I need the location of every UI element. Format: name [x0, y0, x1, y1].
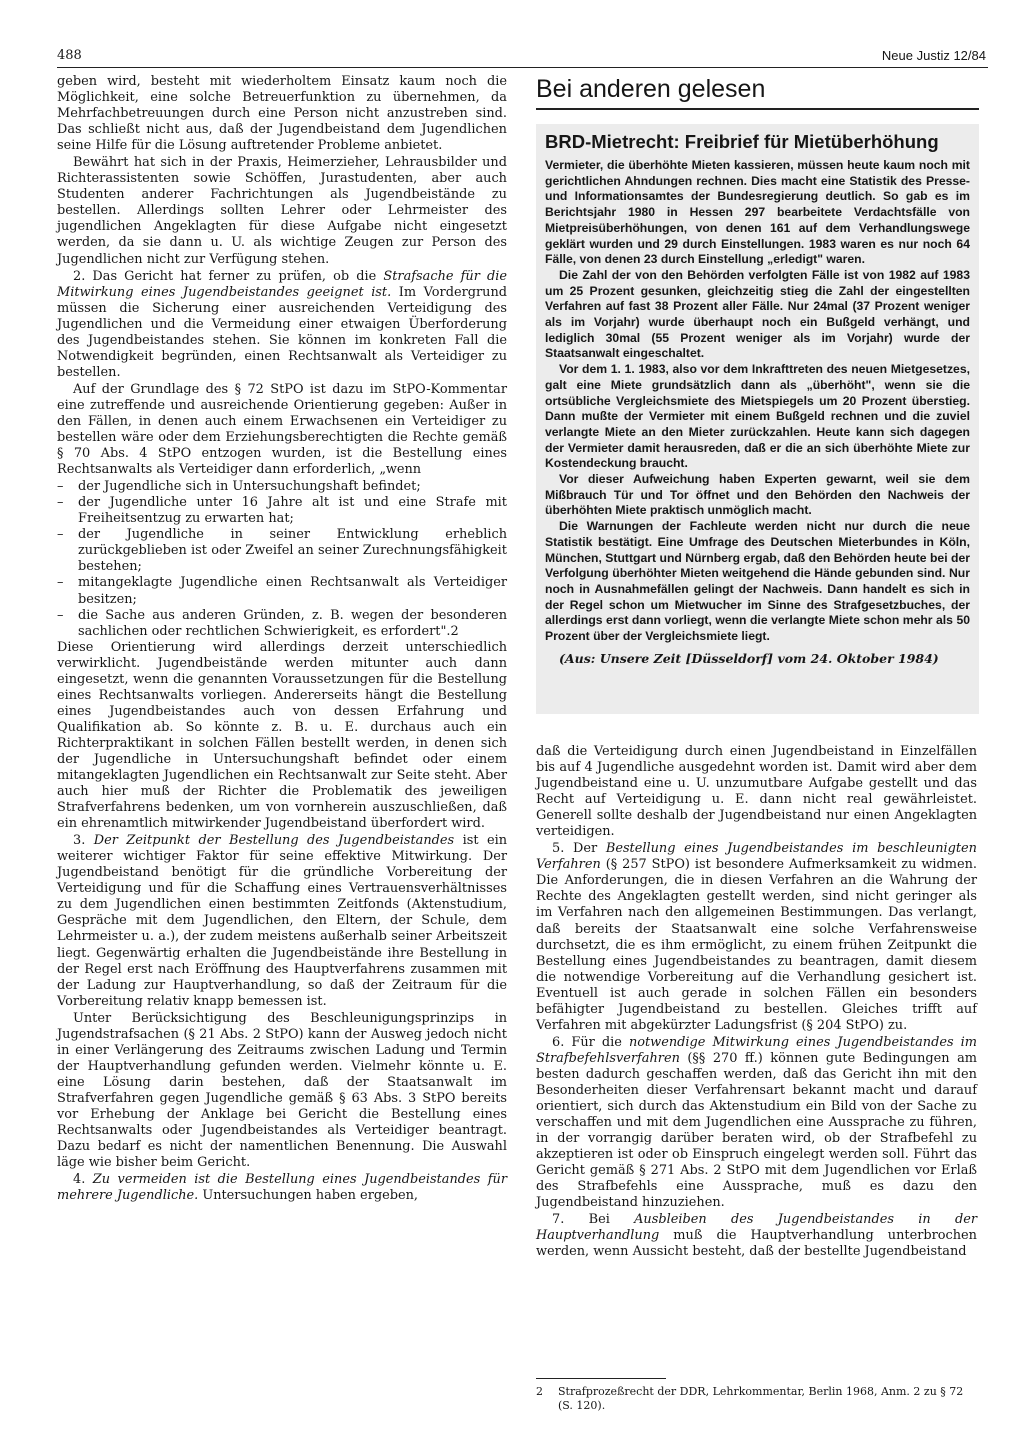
- item-number: 7. Bei: [552, 1212, 635, 1228]
- paragraph: Die Warnungen der Fachleute werden nicht nur durch die neue Statistik bestätigt. Eine Umfrage des Deutschen Mieterbundes in Köln, München, Stuttgart und Nürnberg ergab, daß den Behörden heute bei der Verfolgung überhöhter Mieten weitgehend die Hände gebunden sind. Nur noch in Ausnahmefällen gelingt der Nachweis. Dann handelt es sich in der Regel schon um Mietwucher im Sinne des Strafgesetzbuches, der allerdings erst dann vorliegt, wenn die verlangte Miete schon mehr als 50 Prozent über der Vergleichsmiete liegt.: [545, 519, 970, 644]
- list-item-text: der Jugendliche sich in Untersuchungshaft befindet;: [78, 479, 421, 495]
- lead-phrase: Ausbleiben des Jugendbeistandes in der Hauptverhandlung: [536, 1212, 978, 1244]
- left-column: [57, 74, 507, 1364]
- list-item-text: der Jugendliche in seiner Entwicklung erheblich zurückgeblieben ist oder Zweifel an seiner Zurechnungsfähigkeit bestehen;: [78, 527, 507, 575]
- list-item: [57, 575, 507, 607]
- paragraph-text: muß die Hauptverhandlung unterbrochen werden, wenn Aussicht besteht, daß der bestellte Jugendbeistand: [536, 1228, 977, 1260]
- paragraph: Vor dem 1. 1. 1983, also vor dem Inkrafttreten des neuen Mietgesetzes, galt eine Miete grundsätzlich dann als „überhöht", wenn sie die ortsübliche Vergleichsmiete des Mietspiegels um 20 Prozent überstieg. Dann mußte der Vermieter mit einem Bußgeld rechnen und die zuviel verlangte Miete an den Mieter zurückzahlen. Heute kann sich dagegen der Vermieter damit herausreden, daß er die an sich überhöhte Miete zur Kostendeckung braucht.: [545, 362, 970, 471]
- dash-marker: –: [57, 607, 64, 623]
- footnote-rule: [536, 1378, 666, 1379]
- paragraph: [57, 833, 507, 1010]
- footnote-text: Strafprozeßrecht der DDR, Lehrkommentar, Berlin 1968, Anm. 2 zu § 72 (S. 120).: [558, 1385, 964, 1412]
- list-item: [57, 479, 507, 495]
- paragraph: [57, 269, 507, 381]
- dash-marker: –: [57, 495, 64, 511]
- list-item-text: mitangeklagte Jugendliche einen Rechtsanwalt als Verteidiger besitzen;: [78, 575, 507, 607]
- paragraph: [536, 1212, 977, 1260]
- paragraph: Auf der Grundlage des § 72 StPO ist dazu im StPO-Kommentar eine zutreffende und ausreichende Orientierung gegeben: Außer in den Fällen, in denen auch einem Erwachsenen ein Verteidiger zu bestellen wäre oder dem Erziehungsberechtigten die Rechte gemäß § 70 Abs. 4 StPO entzogen wurden, ist die Bestellung eines Rechtsanwalts als Verteidiger dann erforderlich, „wenn: [57, 381, 507, 478]
- paragraph: Bewährt hat sich in der Praxis, Heimerzieher, Lehrausbilder und Richterassistenten sowie Schöffen, Jurastudenten, aber auch Studenten anderer Fachrichtungen als Jugendbeistände zu bestellen. Allerdings sollten Lehrer oder Lehrmeister des jugendlichen Angeklagten für diese Aufgabe nicht eingesetzt werden, da sie dann u. U. als wichtige Zeugen zur Person des Jugendlichen nicht zur Verfügung stehen.: [57, 155, 507, 267]
- item-number: 4.: [73, 1172, 93, 1188]
- section-heading: Bei anderen gelesen: [536, 75, 766, 103]
- lead-phrase: Der Zeitpunkt der Bestellung des Jugendbeistandes: [93, 833, 455, 849]
- paragraph-text: Untersuchungen haben ergeben,: [198, 1188, 419, 1204]
- footnote-number: 2: [536, 1385, 543, 1398]
- journal-issue: Neue Justiz 12/84: [881, 48, 986, 63]
- lead-phrase: notwendige Mitwirkung eines Jugendbeistandes im Strafbefehlsverfahren: [536, 1034, 978, 1066]
- list-item: [57, 608, 507, 640]
- right-column: [536, 744, 977, 1364]
- list-item-text: die Sache aus anderen Gründen, z. B. wegen der besonderen sachlichen oder rechtlichen Schwierigkeit, es erfordert".2: [78, 607, 507, 639]
- paragraph-text: ist ein weiterer wichtiger Faktor für seine effektive Mitwirkung. Der Jugendbeistand benötigt für die gründliche Vorbereitung der Verteidigung und für die Schaffung eines Vertrauensverhältnisses zu dem Jugendlichen einen bestimmten Zeitfonds (Aktenstudium, Gespräche mit dem Jugendlichen, den Eltern, der Schule, dem Lehrmeister u. a.), der zudem meistens außerhalb seiner Arbeitszeit liegt. Gegenwärtig erhalten die Jugendbeistände ihre Bestellung in der Regel erst nach Eröffnung des Hauptverfahrens zusammen mit der Ladung zur Hauptverhandlung, so daß der Zeitraum für die Vorbereitung relativ knapp bemessen ist.: [57, 833, 508, 1009]
- paragraph-text: (§ 257 StPO) ist besondere Aufmerksamkeit zu widmen. Die Anforderungen, die in diesen Verfahren an die Wahrung der Rechte des Angeklagten gestellt werden, sind nicht geringer als im Verfahren nach den allgemeinen Bestimmungen. Das verlangt, daß bereits der Staatsanwalt eine solche Verfahrensweise durchsetzt, die es ihm ermöglicht, zu einem frühen Zeitpunkt die Bestellung eines Jugendbeistandes zu beantragen, damit diesem die notwendige Vorbereitung auf die Verhandlung gesichert ist. Eventuell ist auch gerade in solchen Fällen ein besonders befähigter Jugendbeistand zu bestellen. Gleiches trifft auf Verfahren mit abgekürzter Ladungsfrist (§ 204 StPO) zu.: [536, 857, 977, 1033]
- dash-marker: –: [57, 575, 64, 591]
- list-item: [57, 495, 507, 527]
- paragraph-text: (§§ 270 ff.) können gute Bedingungen am besten dadurch geschaffen werden, daß das Gericht ihn mit den Besonderheiten dieser Verfahrensart bekannt macht und darauf orientiert, sich durch das Aktenstudium ein Bild von der Sache zu verschaffen und mit dem Jugendlichen eine Aussprache zu führen, in der vorrangig darüber beraten wird, ob der Strafbefehl zu akzeptieren ist oder ob Einspruch eingelegt werden soll. Führt das Gericht gemäß § 271 Abs. 2 StPO mit dem Jugendlichen vor Erlaß des Strafbefehls eine Aussprache, muß es dazu den Jugendbeistand hinzuziehen.: [536, 1050, 977, 1211]
- item-number: 2. Das Gericht hat ferner zu prüfen, ob die: [73, 268, 384, 284]
- paragraph: Vor dieser Aufweichung haben Experten gewarnt, weil sie dem Mißbrauch Tür und Tor öffnet und den Behörden den Nachweis der überhöhten Miete praktisch unmöglich macht.: [545, 472, 970, 518]
- item-number: 6. Für die: [552, 1034, 629, 1050]
- page-number: 488: [57, 48, 82, 63]
- lead-phrase: Strafsache für die Mitwirkung eines Jugendbeistandes geeignet ist.: [57, 268, 507, 300]
- section-rule: [536, 108, 979, 110]
- paragraph: [536, 841, 977, 1034]
- reprint-body: [545, 158, 970, 645]
- paragraph: geben wird, besteht mit wiederholtem Einsatz kaum noch die Möglichkeit, eine solche Betreuerfunktion zu übernehmen, da Mehrfachbetreuungen durch eine Person nicht anzustreben sind. Das schließt nicht aus, daß der Jugendbeistand dem Jugendlichen seine Hilfe für die Lösung auftretender Probleme anbietet.: [57, 74, 507, 154]
- reprint-panel: [536, 124, 979, 714]
- item-number: 3.: [73, 833, 94, 849]
- lead-phrase: Bestellung eines Jugendbeistandes im beschleunigten Verfahren: [536, 841, 977, 873]
- list-item: [57, 527, 507, 575]
- footnote: [536, 1385, 977, 1413]
- lead-phrase: Zu vermeiden ist die Bestellung eines Jugendbeistandes für mehrere Jugendliche.: [57, 1172, 507, 1204]
- paragraph: Diese Orientierung wird allerdings derzeit unterschiedlich verwirklicht. Jugendbeistände werden mitunter auch dann eingesetzt, wenn die genannten Voraussetzungen für die Bestellung eines Rechtsanwalts vorliegen. Andererseits hängt die Bestellung eines Jugendbeistandes auch von dessen Erfahrung und Qualifikation ab. So könnte z. B. u. E. durchaus auch ein Richterpraktikant in solchen Fällen bestellt werden, in denen sich der Jugendliche in Untersuchungshaft befindet oder einem mitangeklagten Jugendlichen ein Rechtsanwalt zur Seite steht. Aber auch hier muß der Richter die Problematik des jeweiligen Strafverfahrens bedenken, um von vornherein auszuschließen, daß ein ehrenamtlich mitwirkender Jugendbeistand überfordert wird.: [57, 639, 507, 832]
- list-item-text: der Jugendliche unter 16 Jahre alt ist und eine Strafe mit Freiheitsentzug zu erwarten hat;: [78, 495, 507, 527]
- dash-marker: –: [57, 527, 64, 543]
- paragraph: [536, 1035, 977, 1212]
- paragraph-text: Im Vordergrund müssen die Sicherung einer ausreichenden Verteidigung des Jugendlichen und die Vermeidung einer etwaigen Überforderung des Jugendbeistandes stehen. Sie können im konkreten Fall die Notwendigkeit begründen, einen Rechtsanwalt als Verteidiger zu bestellen.: [57, 284, 508, 380]
- reprint-title: BRD-Mietrecht: Freibrief für Mietüberhöhung: [545, 131, 939, 152]
- reprint-box: [536, 74, 979, 728]
- paragraph: Unter Berücksichtigung des Beschleunigungsprinzips in Jugendstrafsachen (§ 21 Abs. 2 StPO) kann der Ausweg jedoch nicht in einer Verlängerung des Zeitraums zwischen Ladung und Termin der Hauptverhandlung gefunden werden. Vielmehr könnte u. E. eine Lösung darin bestehen, daß der Staatsanwalt im Strafverfahren gegen Jugendliche gemäß § 63 Abs. 3 StPO bereits vor Erhebung der Anklage bei Gericht die Bestellung eines Rechtsanwalts oder Jugendbeistandes als Verteidiger beantragt. Dazu bedarf es nicht der namentlichen Benennung. Die Auswahl läge wie bisher beim Gericht.: [57, 1010, 507, 1171]
- paragraph: daß die Verteidigung durch einen Jugendbeistand in Einzelfällen bis auf 4 Jugendliche ausgedehnt worden ist. Damit wird aber dem Jugendbeistand eine u. U. unzumutbare Aufgabe gestellt und das Recht auf Verteidigung u. E. dann nicht real gewährleistet. Generell sollte deshalb der Jugendbeistand nur einen Angeklagten verteidigen.: [536, 744, 977, 840]
- reprint-source: (Aus: Unsere Zeit [Düsseldorf] vom 24. Oktober 1984): [559, 650, 939, 666]
- paragraph: Die Zahl der von den Behörden verfolgten Fälle ist von 1982 auf 1983 um 25 Prozent gesunken, gleichzeitig stieg die Zahl der eingestellten Verfahren auf fast 38 Prozent aller Fälle. Nur 24mal (37 Prozent weniger als im Vorjahr) wurde überhaupt noch ein Bußgeld verhängt, und lediglich 30mal (55 Prozent weniger als im Vorjahr) wurde der Staatsanwalt eingeschaltet.: [545, 267, 970, 361]
- item-number: 5. Der: [552, 841, 606, 857]
- dash-marker: –: [57, 479, 64, 495]
- paragraph: Vermieter, die überhöhte Mieten kassieren, müssen heute kaum noch mit gerichtlichen Ahndungen rechnen. Dies macht eine Statistik des Presse- und Informationsamtes der Bundesregierung deutlich. So gab es im Berichtsjahr 1980 in Hessen 297 bearbeitete Verdachtsfälle von Mietpreisüberhöhungen, von denen 161 auf dem Verhandlungswege geklärt wurden und 29 durch Einstellungen. 1983 waren es nur noch 64 Fälle, von denen 23 durch Einstellung „erledigt" waren.: [545, 158, 970, 267]
- condition-list: [57, 479, 507, 639]
- paragraph: [57, 1172, 507, 1204]
- header-rule: [57, 67, 988, 68]
